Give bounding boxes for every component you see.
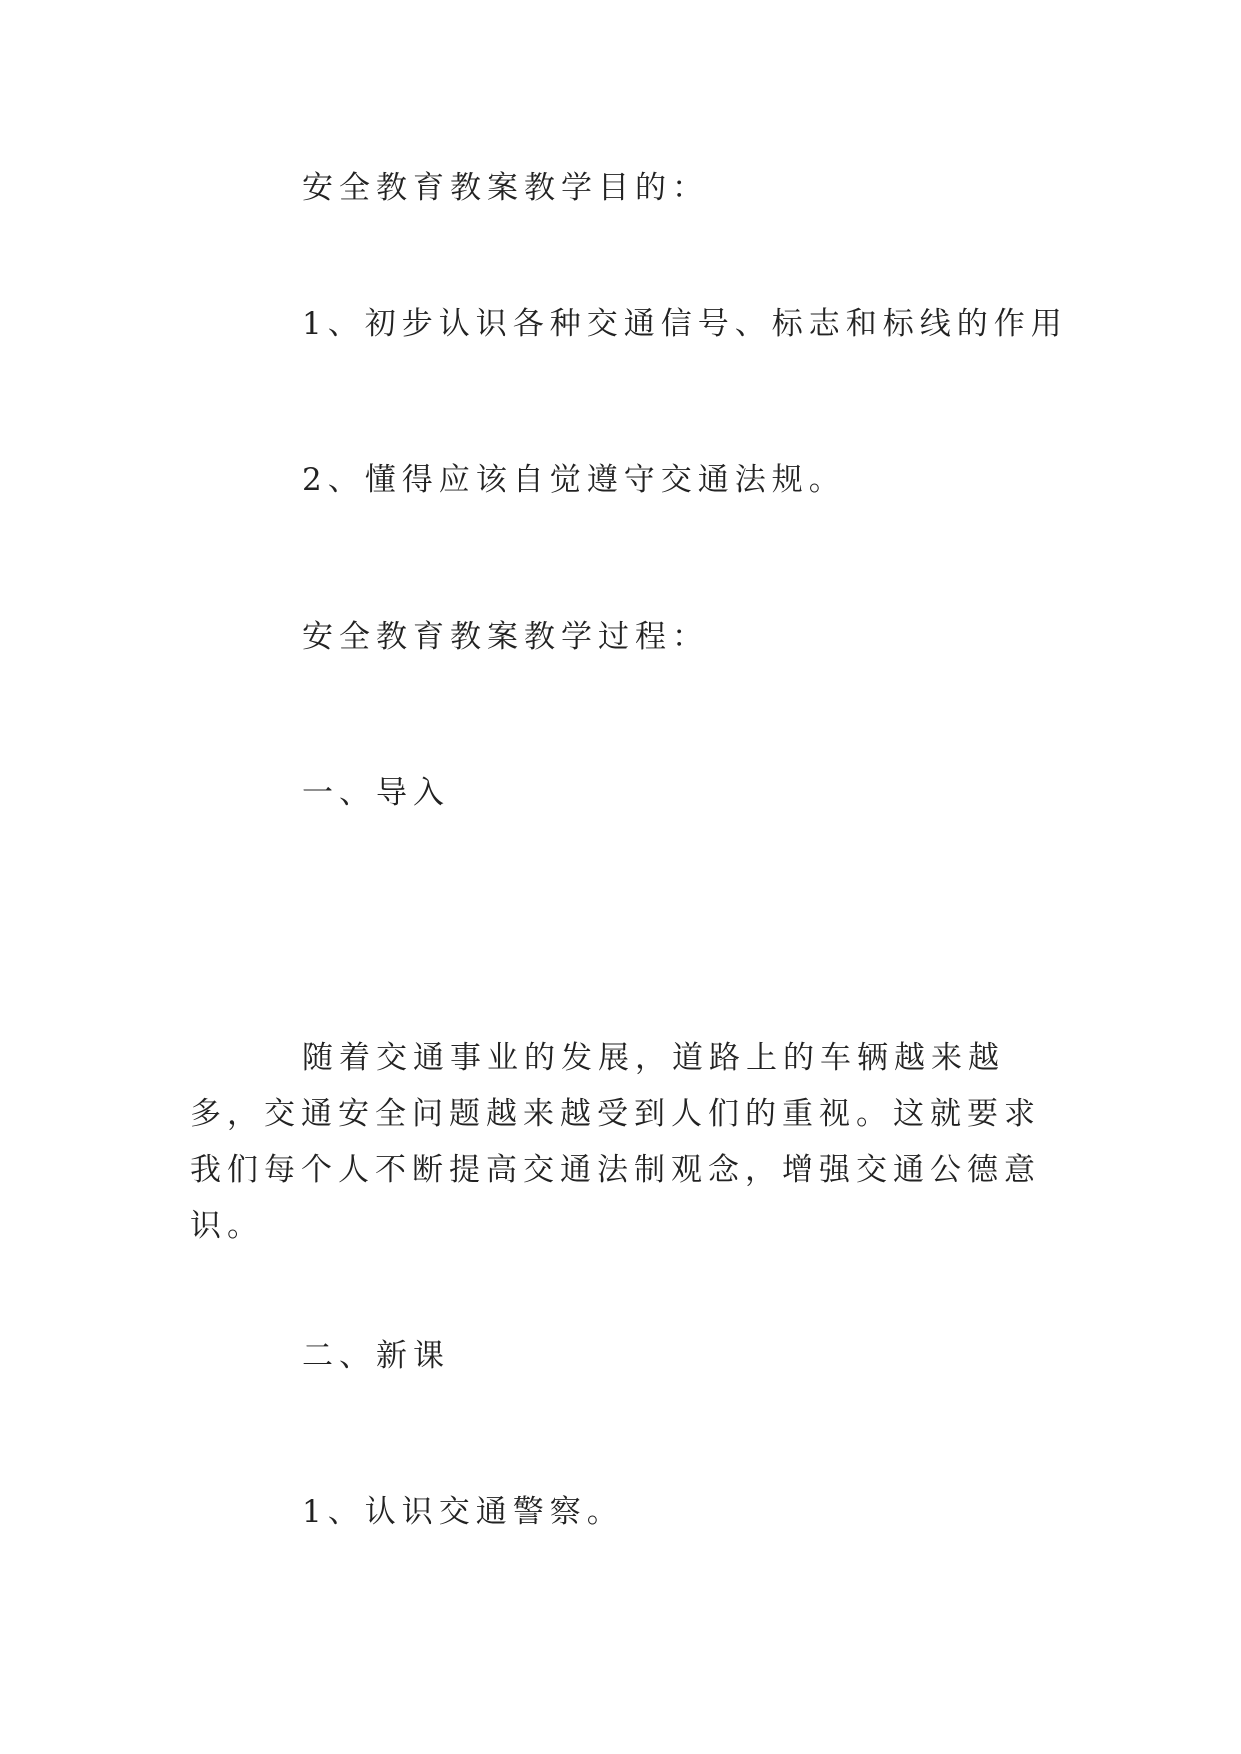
- goal-item-2: 2、懂得应该自觉遵守交通法规。: [302, 462, 846, 498]
- heading-teaching-goals: 安全教育教案教学目的：: [302, 170, 709, 206]
- section-2-item-1: 1、认识交通警察。: [302, 1494, 624, 1530]
- section-1-title: 一、导入: [302, 775, 450, 811]
- heading-teaching-process: 安全教育教案教学过程：: [302, 619, 709, 655]
- section-2-title: 二、新课: [302, 1338, 450, 1374]
- goal-item-1: 1、初步认识各种交通信号、标志和标线的作用: [302, 306, 1068, 342]
- section-1-paragraph: 随着交通事业的发展，道路上的车辆越来越多，交通安全问题越来越受到人们的重视。这就要求我们每个人不断提高交通法制观念，增强交通公德意识。: [190, 1040, 1041, 1244]
